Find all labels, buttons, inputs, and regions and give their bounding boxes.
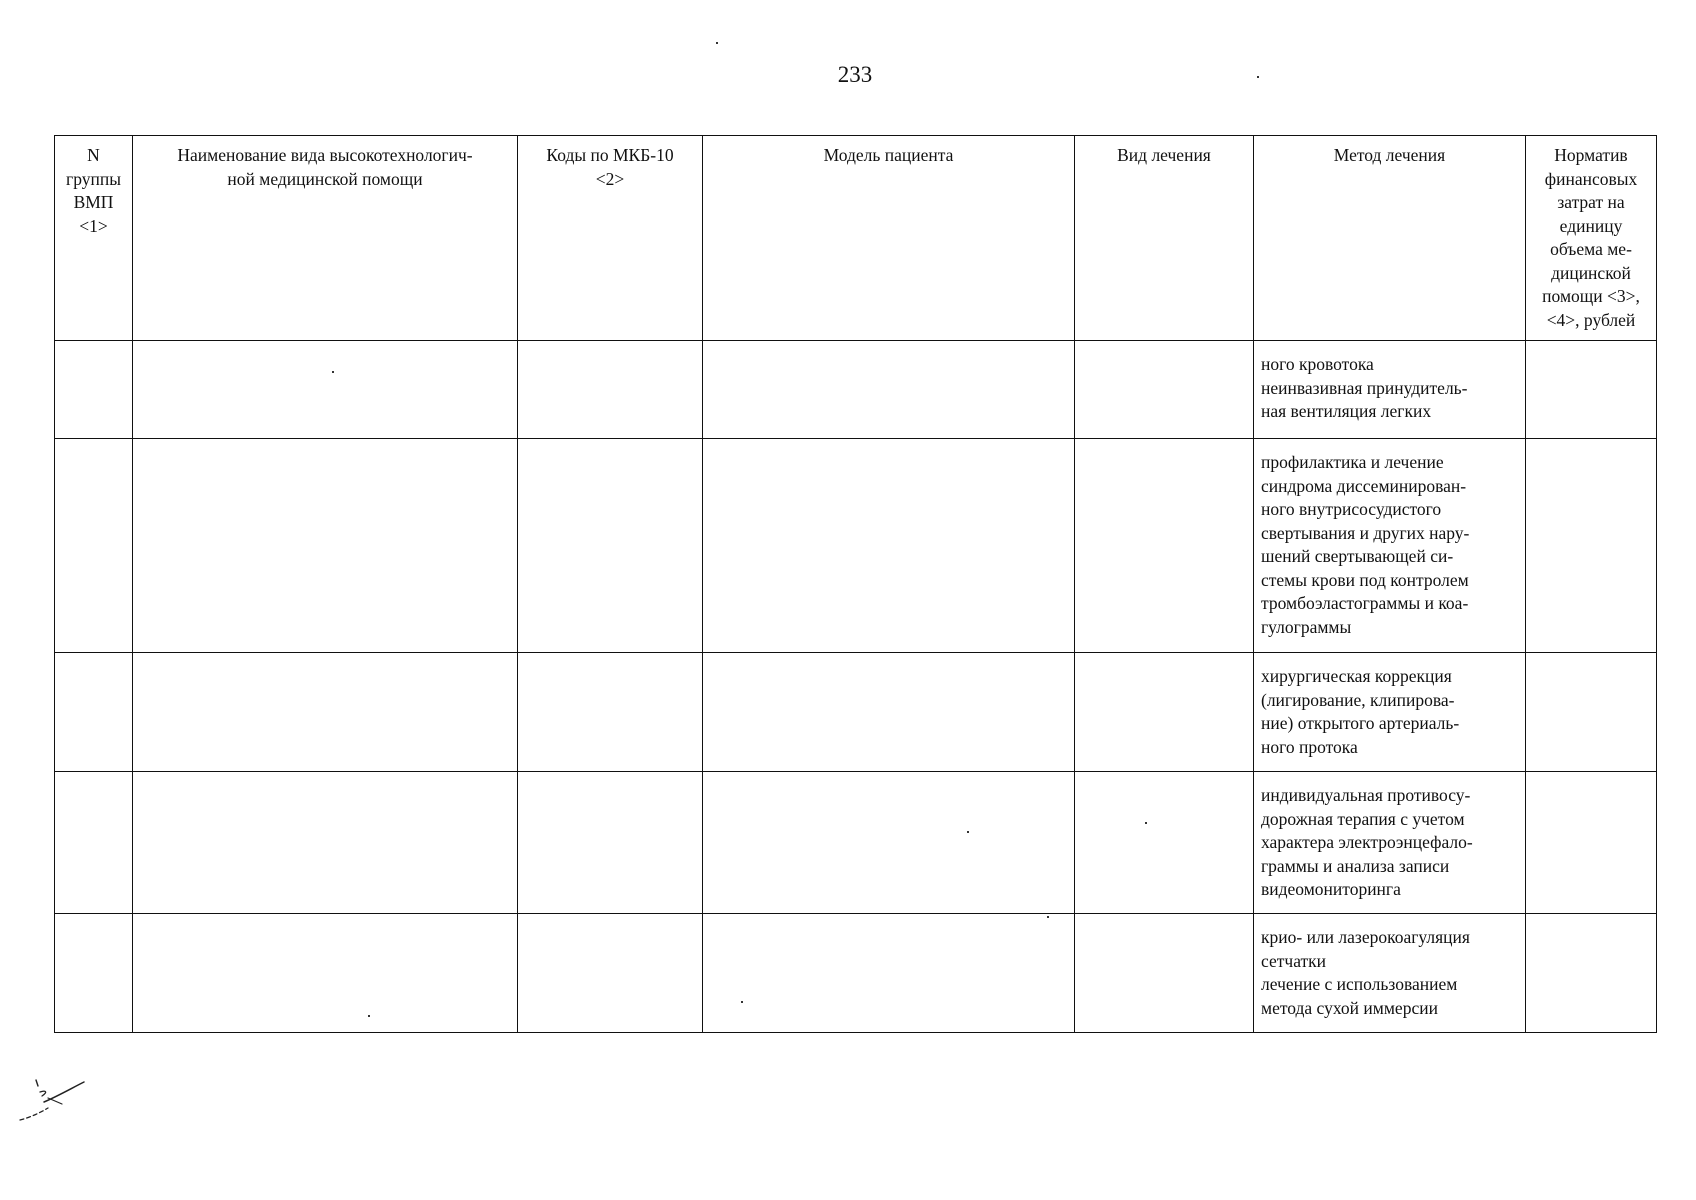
cell-patient-model xyxy=(703,341,1075,439)
cell-patient-model xyxy=(703,914,1075,1033)
cell-care-type-name xyxy=(133,341,518,439)
cell-cost-norm xyxy=(1526,439,1657,653)
cell-treatment-method: крио- или лазерокоагуляция сетчатки лечение с использованием метода сухой иммерсии xyxy=(1254,914,1526,1033)
scan-speck xyxy=(332,371,334,373)
cell-group-number xyxy=(55,914,133,1033)
header-treatment-type: Вид лечения xyxy=(1075,136,1254,341)
scan-speck xyxy=(741,1001,743,1003)
cell-cost-norm xyxy=(1526,653,1657,772)
table-row xyxy=(55,772,1657,914)
header-patient-model: Модель пациента xyxy=(703,136,1075,341)
cell-treatment-method: ного кровотока неинвазивная принудитель- ная вентиляция легких xyxy=(1254,341,1526,439)
handwritten-signature-icon xyxy=(18,1078,90,1130)
cell-group-number xyxy=(55,772,133,914)
header-group-number: N группы ВМП <1> xyxy=(55,136,133,341)
header-cost-norm: Норматив финансовых затрат на единицу объема ме- дицинской помощи <3>, <4>, рублей xyxy=(1526,136,1657,341)
scan-speck xyxy=(1257,76,1259,78)
cell-treatment-method: индивидуальная противосу- дорожная терапия с учетом характера электроэнцефало- граммы и анализа записи видеомониторинга xyxy=(1254,772,1526,914)
cell-icd10-codes xyxy=(518,341,703,439)
scan-speck xyxy=(716,42,718,44)
scan-speck xyxy=(1047,916,1049,918)
cell-treatment-method: хирургическая коррекция (лигирование, клипирова- ние) открытого артериаль- ного протока xyxy=(1254,653,1526,772)
table-header-row xyxy=(55,136,1657,341)
cell-group-number xyxy=(55,439,133,653)
scan-speck xyxy=(1145,822,1147,824)
page-number: 233 xyxy=(837,62,873,87)
cell-icd10-codes xyxy=(518,772,703,914)
cell-icd10-codes xyxy=(518,439,703,653)
cell-group-number xyxy=(55,341,133,439)
cell-treatment-method: профилактика и лечение синдрома диссеминирован- ного внутрисосудистого свертывания и других нару- шений свертывающей си- стемы крови под контролем тромбоэластограммы и коа- гулограммы xyxy=(1254,439,1526,653)
table-row xyxy=(55,653,1657,772)
cell-care-type-name xyxy=(133,772,518,914)
table-row xyxy=(55,341,1657,439)
cell-treatment-type xyxy=(1075,341,1254,439)
cell-icd10-codes xyxy=(518,914,703,1033)
cell-treatment-type xyxy=(1075,772,1254,914)
cell-care-type-name xyxy=(133,653,518,772)
scan-speck xyxy=(967,831,969,833)
cell-patient-model xyxy=(703,772,1075,914)
cell-treatment-type xyxy=(1075,653,1254,772)
cell-cost-norm xyxy=(1526,772,1657,914)
cell-patient-model xyxy=(703,653,1075,772)
cell-care-type-name xyxy=(133,914,518,1033)
cell-cost-norm xyxy=(1526,341,1657,439)
cell-cost-norm xyxy=(1526,914,1657,1033)
medical-care-table xyxy=(54,135,1657,1033)
header-care-type-name: Наименование вида высокотехнологич- ной медицинской помощи xyxy=(133,136,518,341)
scan-speck xyxy=(368,1015,370,1017)
header-icd10-codes: Коды по МКБ-10 <2> xyxy=(518,136,703,341)
cell-treatment-type xyxy=(1075,914,1254,1033)
cell-care-type-name xyxy=(133,439,518,653)
cell-group-number xyxy=(55,653,133,772)
table-row xyxy=(55,439,1657,653)
table-row xyxy=(55,914,1657,1033)
cell-icd10-codes xyxy=(518,653,703,772)
header-treatment-method: Метод лечения xyxy=(1254,136,1526,341)
cell-patient-model xyxy=(703,439,1075,653)
cell-treatment-type xyxy=(1075,439,1254,653)
